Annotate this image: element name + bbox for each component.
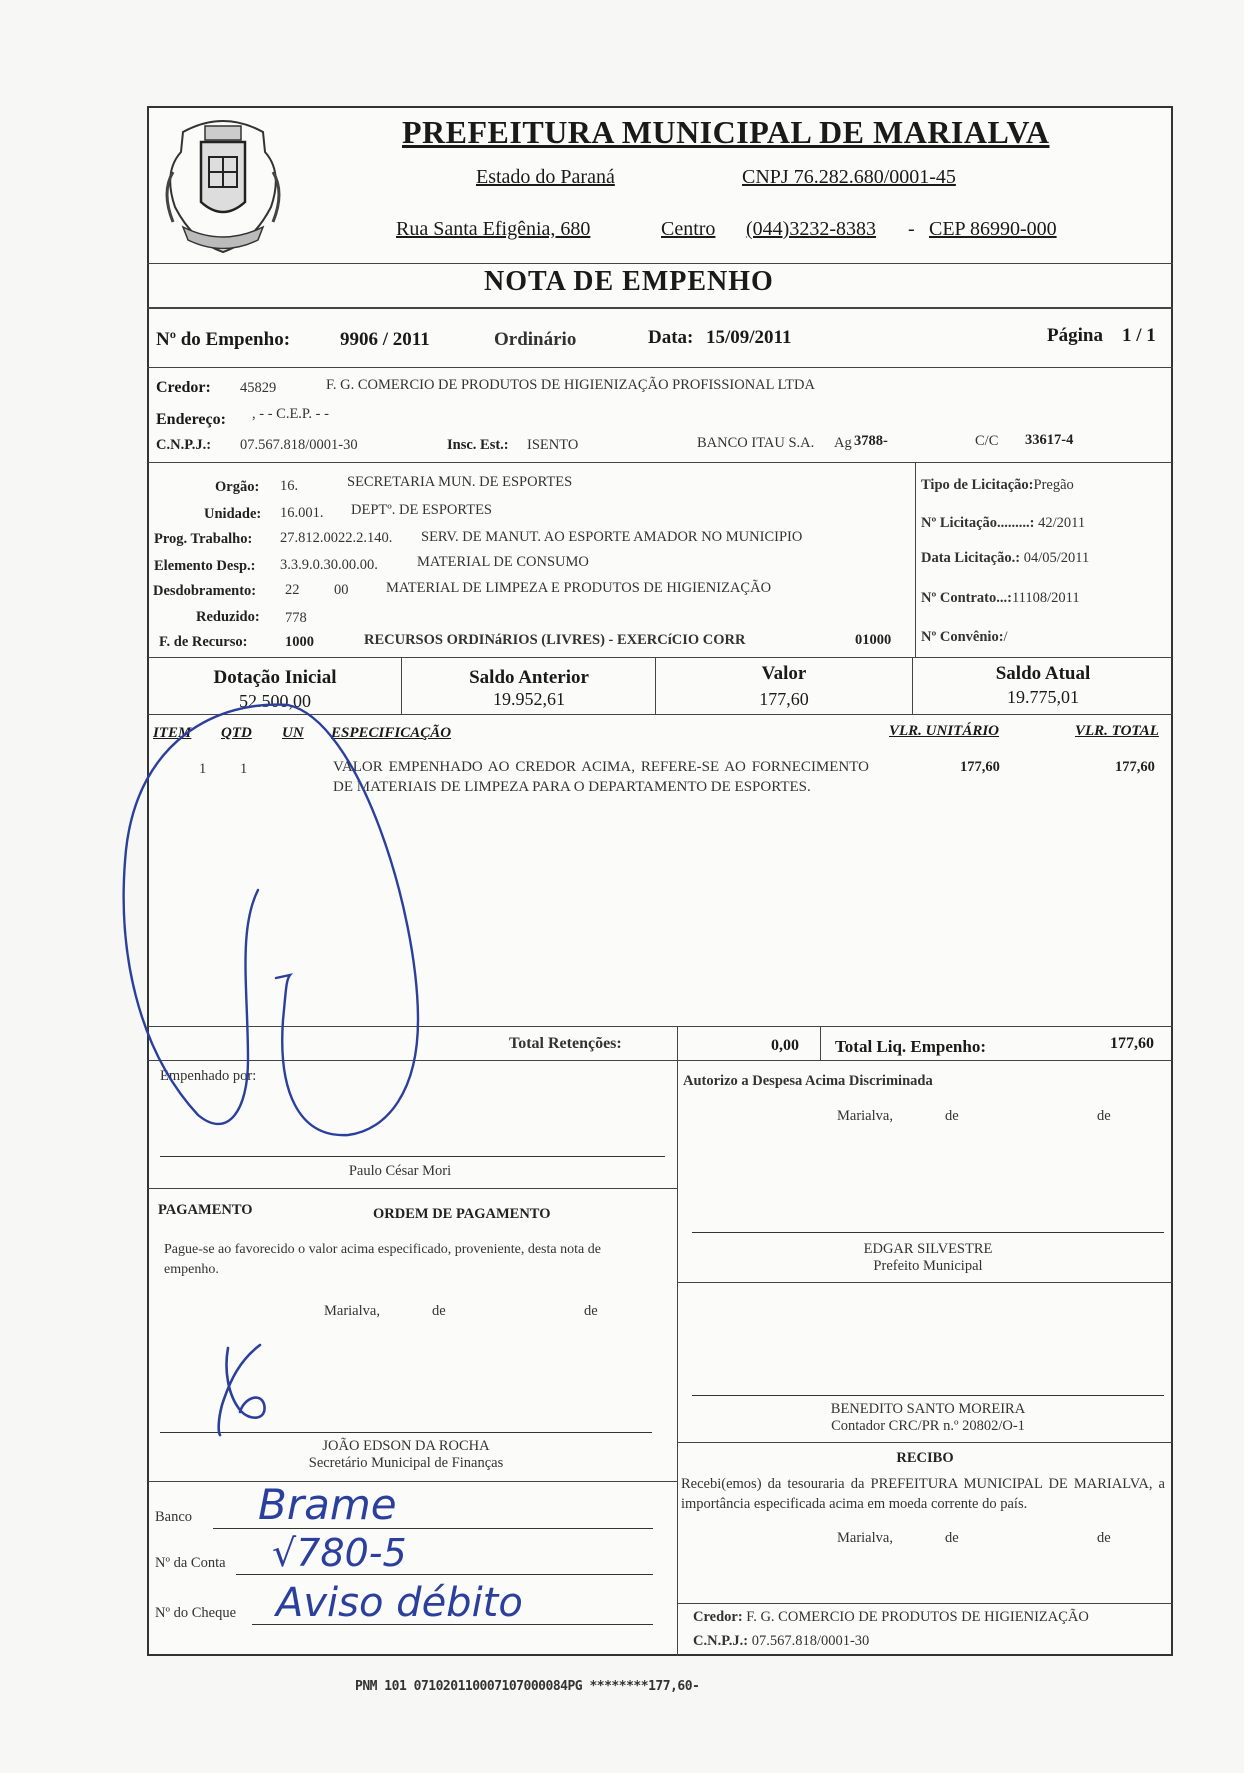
num-contrato-value: 11108/2011 xyxy=(1011,590,1080,606)
prog-code: 27.812.0022.2.140. xyxy=(280,530,393,546)
pagamento-city: Marialva, xyxy=(324,1303,380,1319)
col-header-spec: ESPECIFICAÇÃO xyxy=(331,725,452,741)
reduzido-value: 778 xyxy=(285,610,307,626)
saldo-anterior-label: Saldo Anterior xyxy=(469,667,589,688)
header-phone: (044)3232-8383 xyxy=(746,218,876,240)
empenho-type: Ordinário xyxy=(494,329,577,350)
num-licitacao-value: 42/2011 xyxy=(1038,515,1086,531)
autorizo-label: Autorizo a Despesa Acima Discriminada xyxy=(683,1073,933,1089)
account-value: 33617-4 xyxy=(1025,432,1074,448)
signature-line xyxy=(692,1395,1164,1396)
data-licitacao xyxy=(921,551,1089,566)
autorizo-role: Prefeito Municipal xyxy=(873,1258,983,1274)
divider xyxy=(677,1026,678,1060)
conta-handwritten: √780-5 xyxy=(272,1531,407,1575)
tipo-licitacao xyxy=(921,478,1074,493)
credor-name: F. G. COMERCIO DE PRODUTOS DE HIGIENIZAÇÃO PROFISSIONAL LTDA xyxy=(326,377,815,393)
pagamento-signer: JOÃO EDSON DA ROCHA xyxy=(322,1438,490,1454)
item-number: 1 xyxy=(199,761,207,777)
recibo-city: Marialva, xyxy=(837,1530,893,1546)
pagamento-de2: de xyxy=(584,1303,598,1319)
divider xyxy=(147,1188,677,1189)
insc-value: ISENTO xyxy=(527,437,579,453)
coat-of-arms-icon xyxy=(153,112,293,260)
data-licitacao-value: 04/05/2011 xyxy=(1023,550,1090,566)
total-liq-label: Total Liq. Empenho: xyxy=(835,1037,986,1056)
autorizo-de1: de xyxy=(945,1108,959,1124)
saldo-atual-value: 19.775,01 xyxy=(1007,687,1079,707)
saldo-anterior-value: 19.952,61 xyxy=(493,689,565,709)
divider xyxy=(147,657,1173,658)
account-label: C/C xyxy=(975,433,999,449)
page-number: 1 / 1 xyxy=(1122,325,1156,346)
address-label: Endereço: xyxy=(156,411,226,428)
num-convenio-value: / xyxy=(1003,629,1008,645)
contador-role: Contador CRC/PR n.º 20802/O-1 xyxy=(831,1418,1025,1434)
cnpj-label: C.N.P.J.: xyxy=(156,437,212,453)
cnpj-value: 07.567.818/0001-30 xyxy=(240,437,358,453)
divider xyxy=(677,1282,1173,1283)
signature-initials-icon xyxy=(200,1340,290,1440)
unidade-code: 16.001. xyxy=(280,505,324,521)
header-title: PREFEITURA MUNICIPAL DE MARIALVA xyxy=(402,114,1050,150)
insc-label: Insc. Est.: xyxy=(447,437,509,453)
elemento-code: 3.3.9.0.30.00.00. xyxy=(280,557,378,573)
unidade-value: DEPTº. DE ESPORTES xyxy=(351,502,492,518)
divider xyxy=(912,657,913,714)
divider xyxy=(655,657,656,714)
desdobramento-code2: 00 xyxy=(334,582,349,598)
empenho-number: 9906 / 2011 xyxy=(340,329,430,350)
pagamento-de1: de xyxy=(432,1303,446,1319)
retencoes-value: 0,00 xyxy=(771,1037,799,1054)
header-district: Centro xyxy=(661,218,716,240)
retencoes-label: Total Retenções: xyxy=(509,1035,622,1052)
tipo-licitacao-value: Pregão xyxy=(1033,477,1074,493)
divider xyxy=(147,367,1173,368)
item-total-value: 177,60 xyxy=(1115,759,1155,775)
empenho-date-label: Data: xyxy=(648,327,694,348)
pagamento-role: Secretário Municipal de Finanças xyxy=(308,1455,504,1471)
doc-title: NOTA DE EMPENHO xyxy=(484,266,774,297)
cheque-label: Nº do Cheque xyxy=(155,1605,237,1621)
num-contrato-label: Nº Contrato...: xyxy=(921,590,1012,606)
num-contrato xyxy=(921,591,1080,606)
num-convenio xyxy=(921,630,1008,645)
pagamento-label: PAGAMENTO xyxy=(158,1202,253,1218)
recibo-de2: de xyxy=(1097,1530,1111,1546)
valor-label: Valor xyxy=(761,663,807,684)
empenhado-label: Empenhado por: xyxy=(160,1068,257,1084)
divider xyxy=(915,462,916,658)
dotacao-value: 52.500,00 xyxy=(239,691,311,711)
conta-label: Nº da Conta xyxy=(155,1555,226,1571)
header-address: Rua Santa Efigênia, 680 xyxy=(396,218,591,240)
divider xyxy=(147,307,1173,309)
col-header-item: ITEM xyxy=(153,725,192,741)
page-label: Página xyxy=(1047,325,1103,346)
signature-line xyxy=(692,1232,1164,1233)
recibo-credor-label: Credor: xyxy=(693,1609,743,1625)
credor-label: Credor: xyxy=(156,379,211,396)
agency-value: 3788- xyxy=(854,433,888,449)
recibo-cnpj-label: C.N.P.J.: xyxy=(693,1633,749,1649)
tipo-licitacao-label: Tipo de Licitação: xyxy=(921,477,1034,493)
col-header-qtd: QTD xyxy=(221,725,252,741)
recurso-code: 1000 xyxy=(285,634,314,650)
header-cnpj: CNPJ 76.282.680/0001-45 xyxy=(742,166,956,188)
valor-value: 177,60 xyxy=(759,689,809,709)
orgao-value: SECRETARIA MUN. DE ESPORTES xyxy=(347,474,573,490)
signature-scribble-icon xyxy=(118,690,458,1170)
num-licitacao xyxy=(921,516,1085,531)
banco-label: Banco xyxy=(155,1509,193,1525)
desdobramento-code1: 22 xyxy=(285,582,300,598)
credor-code: 45829 xyxy=(240,380,277,396)
data-licitacao-label: Data Licitação.: xyxy=(921,550,1021,566)
saldo-atual-label: Saldo Atual xyxy=(995,663,1091,684)
header-state: Estado do Paraná xyxy=(476,166,615,188)
desdobramento-label: Desdobramento: xyxy=(153,583,257,599)
autorizo-city: Marialva, xyxy=(837,1108,893,1124)
dotacao-label: Dotação Inicial xyxy=(213,667,337,688)
num-convenio-label: Nº Convênio: xyxy=(921,629,1004,645)
divider xyxy=(147,1481,677,1482)
contador-signer: BENEDITO SANTO MOREIRA xyxy=(830,1401,1026,1417)
recibo-de1: de xyxy=(945,1530,959,1546)
cheque-handwritten: Aviso débito xyxy=(276,1580,523,1626)
recurso-label: F. de Recurso: xyxy=(159,634,248,650)
num-licitacao-label: Nº Licitação.........: xyxy=(921,515,1035,531)
desdobramento-value: MATERIAL DE LIMPEZA E PRODUTOS DE HIGIENIZAÇÃO xyxy=(386,580,772,596)
divider xyxy=(677,1442,1173,1443)
divider xyxy=(677,1060,678,1656)
divider xyxy=(677,1603,1173,1604)
orgao-code: 16. xyxy=(280,478,299,494)
divider xyxy=(147,462,1173,463)
empenhado-name: Paulo César Mori xyxy=(348,1163,452,1179)
elemento-value: MATERIAL DE CONSUMO xyxy=(417,554,589,570)
autorizo-signer: EDGAR SILVESTRE xyxy=(863,1241,993,1257)
divider xyxy=(820,1026,821,1060)
recibo-cnpj xyxy=(693,1634,869,1649)
address-value: , - - C.E.P. - - xyxy=(252,406,329,422)
autorizo-de2: de xyxy=(1097,1108,1111,1124)
recibo-credor-value: F. G. COMERCIO DE PRODUTOS DE HIGIENIZAÇÃO xyxy=(746,1609,1089,1625)
header-separator: - xyxy=(908,218,915,240)
total-liq-value: 177,60 xyxy=(1110,1035,1154,1052)
recibo-cnpj-value: 07.567.818/0001-30 xyxy=(751,1633,870,1649)
empenho-number-label: Nº do Empenho: xyxy=(156,329,291,350)
prog-label: Prog. Trabalho: xyxy=(154,531,253,547)
bank-name: BANCO ITAU S.A. xyxy=(697,435,815,451)
col-header-un: UN xyxy=(282,725,304,741)
header-cep: CEP 86990-000 xyxy=(929,218,1057,240)
reduzido-label: Reduzido: xyxy=(196,609,260,625)
item-unit-value: 177,60 xyxy=(960,759,1000,775)
elemento-label: Elemento Desp.: xyxy=(154,558,256,574)
col-header-unit: VLR. UNITÁRIO xyxy=(889,723,1000,739)
divider xyxy=(147,263,1173,264)
empenho-date: 15/09/2011 xyxy=(706,327,792,348)
banco-handwritten: Brame xyxy=(258,1480,397,1529)
item-qtd: 1 xyxy=(240,761,248,777)
recibo-title: RECIBO xyxy=(896,1450,954,1466)
recibo-credor xyxy=(693,1610,1089,1625)
prog-value: SERV. DE MANUT. AO ESPORTE AMADOR NO MUNICIPIO xyxy=(421,529,803,545)
ordem-pagamento-label: ORDEM DE PAGAMENTO xyxy=(373,1206,551,1222)
unidade-label: Unidade: xyxy=(204,506,262,522)
pagamento-text: Pague-se ao favorecido o valor acima especificado, proveniente, desta nota de empenho. xyxy=(164,1242,601,1277)
col-header-total: VLR. TOTAL xyxy=(1075,723,1159,739)
recurso-code2: 01000 xyxy=(855,632,892,648)
item-specification: VALOR EMPENHADO AO CREDOR ACIMA, REFERE-SE AO FORNECIMENTO DE MATERIAIS DE LIMPEZA PARA O DEPARTAMENTO DE ESPORTES. xyxy=(333,759,869,795)
agency-label: Ag xyxy=(834,435,852,451)
recurso-value: RECURSOS ORDINáRIOS (LIVRES) - EXERCíCIO CORR xyxy=(364,632,746,648)
orgao-label: Orgão: xyxy=(215,479,260,495)
footer-code: PNM 101 071020110007107000084PG ********177,60- xyxy=(355,1679,700,1694)
recibo-text: Recebi(emos) da tesouraria da PREFEITURA MUNICIPAL DE MARIALVA, a importância especificada acima em moeda corrente do país. xyxy=(681,1476,1165,1512)
